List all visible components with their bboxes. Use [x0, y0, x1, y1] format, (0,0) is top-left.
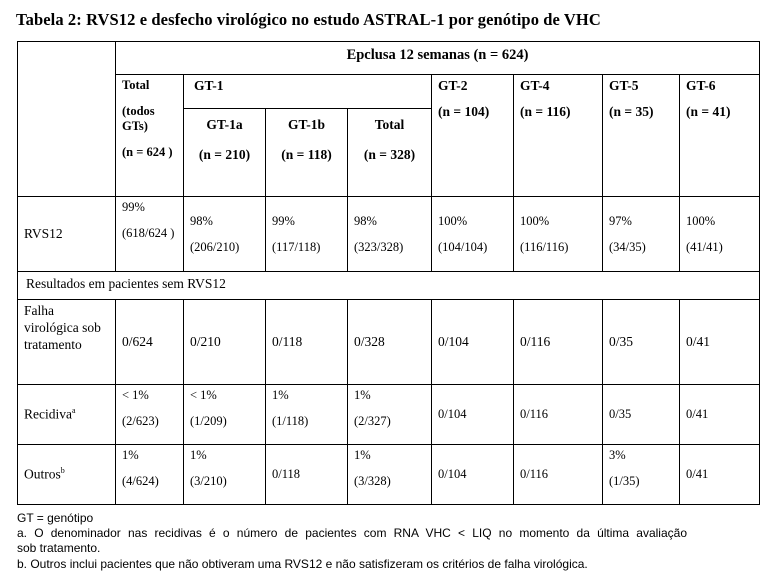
- data-cell: 0/35: [603, 385, 680, 445]
- data-cell: 99% (117/118): [266, 197, 348, 272]
- data-cell: 0/41: [680, 300, 760, 385]
- group-header: Epclusa 12 semanas (n = 624): [116, 42, 760, 75]
- data-cell: 100% (41/41): [680, 197, 760, 272]
- col-gt4-header: GT-4 (n = 116): [514, 75, 603, 197]
- row-label-falha: Falha virológica sob tratamento: [18, 300, 116, 385]
- data-cell: 0/328: [348, 300, 432, 385]
- data-cell: 0/116: [514, 300, 603, 385]
- col-gt1a-header: GT-1a (n = 210): [184, 109, 266, 197]
- section-header: Resultados em pacientes sem RVS12: [18, 272, 760, 300]
- gt1-header: GT-1: [184, 75, 432, 109]
- col-gt5-header: GT-5 (n = 35): [603, 75, 680, 197]
- footnote-a-cont: sob tratamento.: [17, 541, 101, 556]
- data-cell: 0/116: [514, 445, 603, 505]
- data-cell: 97% (34/35): [603, 197, 680, 272]
- data-cell: 0/116: [514, 385, 603, 445]
- results-table: [17, 41, 760, 505]
- row-label-outros: Outros$^b$: [18, 445, 116, 505]
- data-cell: 1% (4/624): [116, 445, 184, 505]
- data-cell: 0/104: [432, 445, 514, 505]
- corner-cell: [18, 42, 116, 197]
- data-cell: < 1% (1/209): [184, 385, 266, 445]
- row-label-rvs12: RVS12: [18, 197, 116, 272]
- table-row: [18, 445, 760, 505]
- row-label-recidiva: Recidiva$^a$: [18, 385, 116, 445]
- data-cell: 0/118: [266, 445, 348, 505]
- col-total-header: Total (todos GTs) (n = 624 ): [116, 75, 184, 197]
- data-cell: 0/104: [432, 385, 514, 445]
- footnote-gt: GT = genótipo: [17, 511, 94, 525]
- data-cell: 1% (3/328): [348, 445, 432, 505]
- data-cell: 99% (618/624 ): [116, 197, 184, 272]
- footnote-a: a. O denominador nas recidivas é o número de pacientes com RNA VHC < LIQ no momento da última avaliação: [17, 526, 687, 541]
- data-cell: 100% (116/116): [514, 197, 603, 272]
- col-gt2-header: GT-2 (n = 104): [432, 75, 514, 197]
- data-cell: 0/41: [680, 445, 760, 505]
- data-cell: 1% (1/118): [266, 385, 348, 445]
- data-cell: 1% (2/327): [348, 385, 432, 445]
- data-cell: 0/624: [116, 300, 184, 385]
- data-cell: 0/104: [432, 300, 514, 385]
- data-cell: 0/35: [603, 300, 680, 385]
- col-gt1b-header: GT-1b (n = 118): [266, 109, 348, 197]
- col-gt1-total-header: Total (n = 328): [348, 109, 432, 197]
- data-cell: 3% (1/35): [603, 445, 680, 505]
- footnote-b: b. Outros inclui pacientes que não obtiveram uma RVS12 e não satisfizeram os critérios de falha virológica.: [17, 556, 588, 571]
- data-cell: 0/118: [266, 300, 348, 385]
- table-title: Tabela 2: RVS12 e desfecho virológico no estudo ASTRAL-1 por genótipo de VHC: [16, 10, 601, 29]
- table-row: [18, 197, 760, 272]
- data-cell: 1% (3/210): [184, 445, 266, 505]
- table-row: [18, 385, 760, 445]
- footnotes: [17, 511, 687, 572]
- table-row: [18, 300, 760, 385]
- col-gt6-header: GT-6 (n = 41): [680, 75, 760, 197]
- data-cell: 100% (104/104): [432, 197, 514, 272]
- data-cell: 98% (206/210): [184, 197, 266, 272]
- data-cell: < 1% (2/623): [116, 385, 184, 445]
- data-cell: 98% (323/328): [348, 197, 432, 272]
- data-cell: 0/41: [680, 385, 760, 445]
- data-cell: 0/210: [184, 300, 266, 385]
